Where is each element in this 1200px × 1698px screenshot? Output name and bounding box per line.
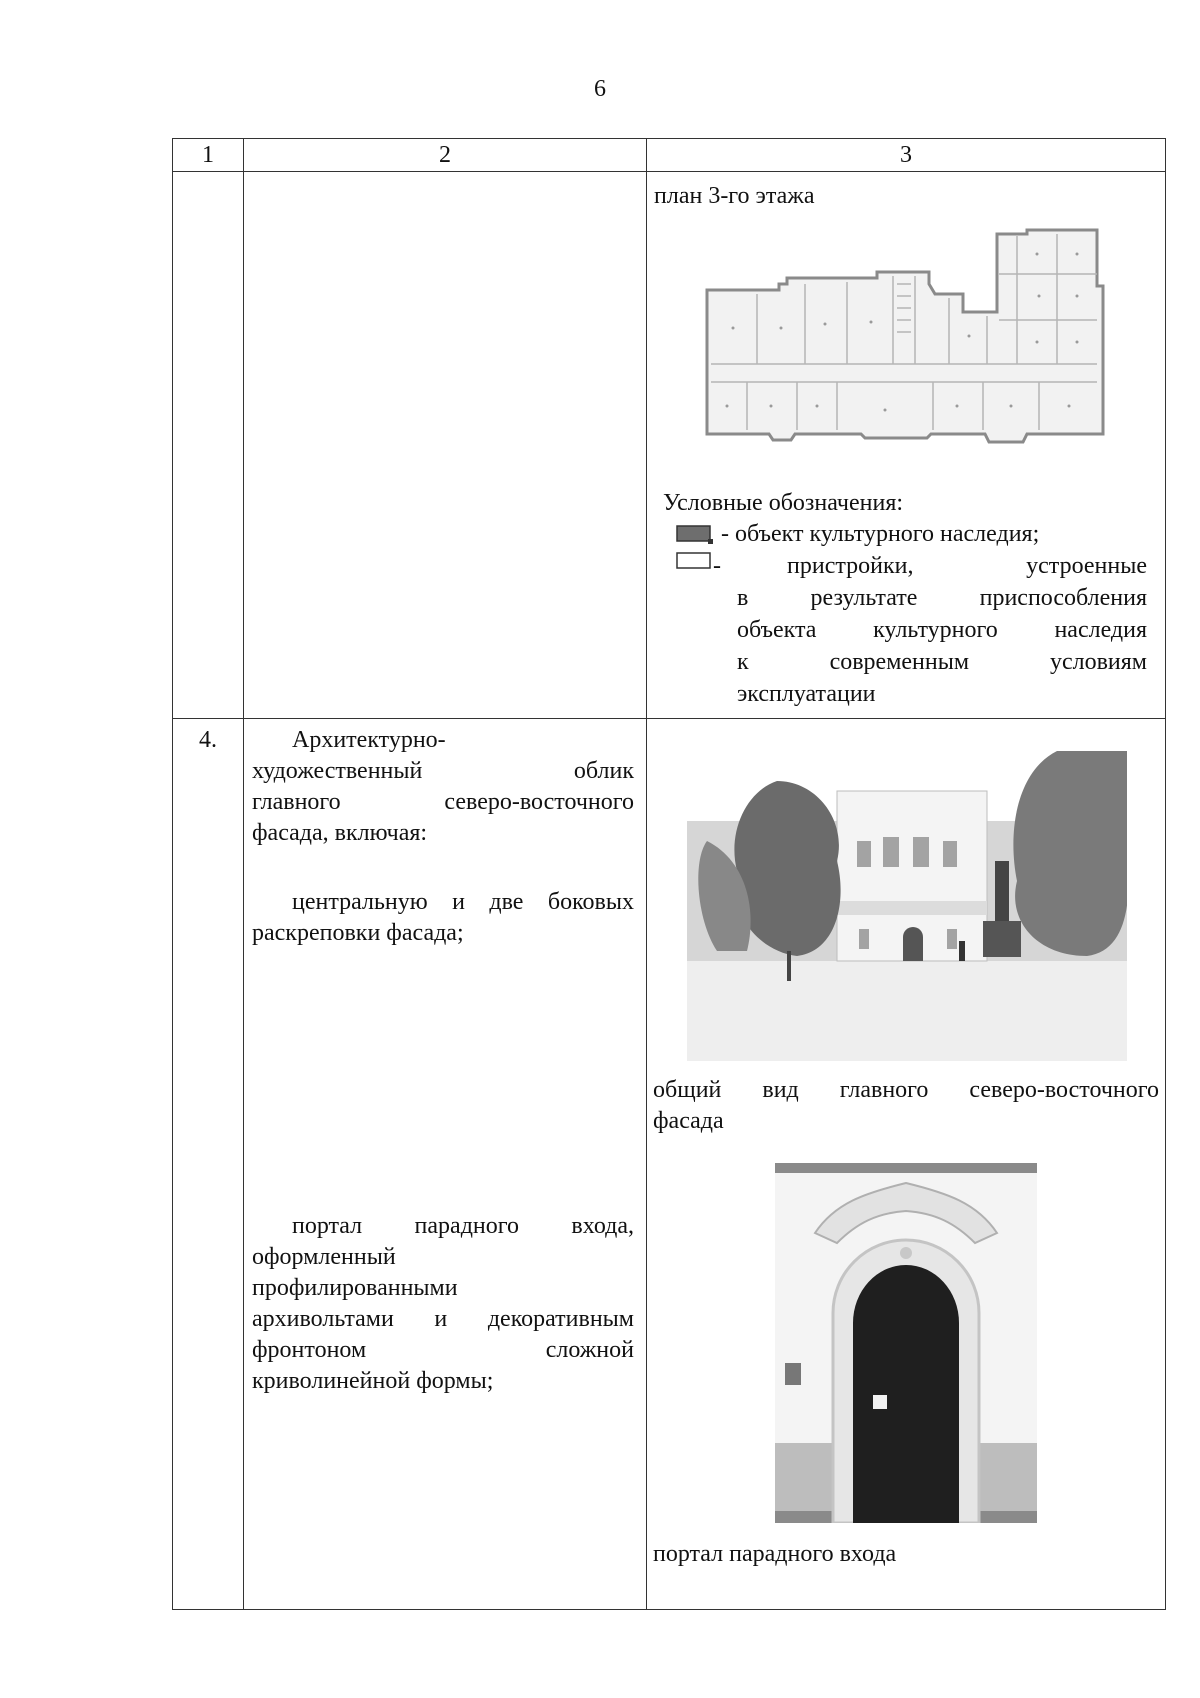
header-col-1: 1	[173, 139, 244, 172]
annex-swatch-icon	[675, 550, 713, 572]
cell-description	[244, 719, 647, 1610]
portal-photo	[775, 1163, 1037, 1523]
cell-desc-empty	[244, 172, 647, 719]
floor-plan-drawing	[687, 224, 1137, 454]
desc-portal-line-1: портал парадного входа,	[292, 1213, 634, 1239]
heritage-object-swatch-icon	[675, 524, 715, 546]
floor-plan-outline	[707, 230, 1103, 442]
legend-title: Условные обозначения:	[663, 490, 904, 516]
desc-block-facade	[252, 725, 634, 849]
desc-portal-line-4: архивольтами и декоративным	[252, 1306, 634, 1332]
desc-facade-line-2: художественный облик	[252, 758, 634, 784]
header-col-3: 3	[647, 139, 1166, 172]
desc-facade-line-1: Архитектурно-	[292, 727, 446, 753]
facade-photo	[687, 751, 1127, 1061]
table-row-continuation	[173, 172, 1166, 719]
facade-photo-caption	[653, 1075, 1159, 1137]
desc-facade-line-4: фасада, включая:	[252, 820, 428, 846]
desc-portal-line-3: профилированными	[252, 1275, 458, 1301]
legend-item-annex-line-1: пристройки, устроенные	[787, 553, 1147, 579]
desc-projections-line-1: центральную и две боковых	[292, 889, 634, 915]
legend-item-annex-line-5: эксплуатации	[737, 681, 876, 707]
legend-item-annex-line-3: объекта культурного наследия	[737, 617, 1147, 643]
floor-plan-figure	[687, 224, 1137, 454]
desc-portal-line-2: оформленный	[252, 1244, 396, 1270]
legend-item-heritage	[675, 518, 1165, 550]
legend-item-annex-text	[737, 582, 1147, 710]
legend-item-annex-line-4: к современным условиям	[737, 649, 1147, 675]
legend-item-annex-dash: -	[713, 553, 721, 579]
page-number: 6	[594, 76, 606, 102]
portal-photo-caption: портал парадного входа	[653, 1541, 897, 1567]
cell-num-empty	[173, 172, 244, 719]
facade-caption-line-2: фасада	[653, 1108, 724, 1134]
plan-caption: план 3-го этажа	[654, 183, 815, 209]
legend-item-annex-first-line	[675, 550, 1147, 582]
row-number: 4.	[173, 719, 244, 1610]
desc-facade-line-3: главного северо-восточного	[252, 789, 634, 815]
desc-portal-line-6: криволинейной формы;	[252, 1368, 494, 1394]
desc-projections-line-2: раскреповки фасада;	[252, 920, 464, 946]
desc-block-projections	[252, 887, 634, 949]
facade-photo-image	[687, 751, 1127, 1061]
table-header-row	[173, 139, 1166, 172]
header-col-2: 2	[244, 139, 647, 172]
cell-images-facade	[647, 719, 1166, 1610]
legend-item-heritage-label: - объект культурного наследия;	[721, 521, 1040, 547]
legend-item-annex-line-2: в результате приспособления	[737, 585, 1147, 611]
facade-caption-line-1: общий вид главного северо-восточного	[653, 1077, 1159, 1103]
portal-photo-image	[775, 1163, 1037, 1523]
cell-images-plan	[647, 172, 1166, 719]
objects-table	[172, 138, 1166, 1610]
desc-block-portal	[252, 1211, 634, 1397]
table-row-4	[173, 719, 1166, 1610]
desc-portal-line-5: фронтоном сложной	[252, 1337, 634, 1363]
